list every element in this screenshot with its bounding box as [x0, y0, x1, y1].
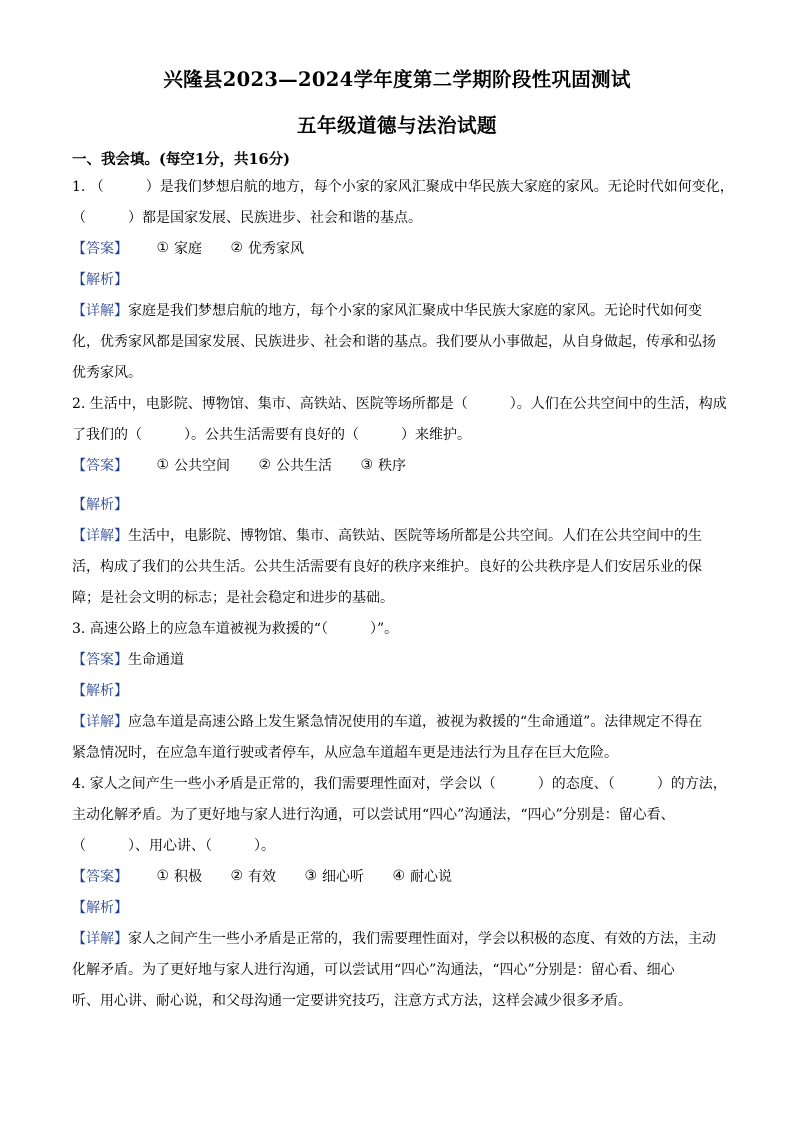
exam-title: 兴隆县2023—2024学年度第二学期阶段性巩固测试: [163, 68, 631, 91]
detail-text: 听、用心讲、耐心说，和父母沟通一定要讲究技巧，注意方式方法，这样会减少很多矛盾。: [72, 993, 632, 1009]
detail-text: 优秀家风。: [72, 365, 142, 381]
answer-label: 【答案】: [72, 241, 128, 257]
answer-text: 耐心说: [410, 869, 453, 885]
analysis-label: 【解析】: [72, 497, 128, 513]
detail-label: 【详解】: [72, 931, 128, 947]
question-stem: 4. 家人之间产生一些小矛盾是正常的，我们需要理性面对，学会以（ ）的态度、（ ）的方法，: [72, 776, 727, 792]
detail-text: 化，优秀家风都是国家发展、民族进步、社会和谐的基点。我们要从小事做起，从自身做起，传承和弘扬: [72, 334, 716, 350]
question-3: [72, 614, 734, 769]
answer-item: [304, 862, 364, 893]
exam-subtitle: 五年级道德与法治试题: [296, 114, 497, 137]
question-stem: （ ）、用心讲、（ ）。: [72, 838, 275, 854]
circled-number: ②: [230, 868, 244, 884]
answer-item: [230, 862, 276, 893]
answer-text: 家庭: [174, 241, 203, 257]
answer-text: 积极: [174, 869, 203, 885]
exam-content: [72, 148, 734, 1017]
answer-label: 【答案】: [72, 652, 128, 668]
answer-text: 优秀家风: [248, 241, 305, 257]
detail-text: 【详解】家人之间产生一些小矛盾是正常的，我们需要理性面对，学会以积极的态度、有效的方法，主动: [72, 931, 716, 947]
question-1: [72, 172, 734, 389]
answer-item: [230, 234, 304, 265]
question-stem: 2. 生活中，电影院、博物馆、集市、高铁站、医院等场所都是（ ）。人们在公共空间中的生活，构成: [72, 396, 727, 412]
circled-number: ④: [392, 868, 406, 884]
circled-number: ②: [258, 457, 272, 473]
answer-label: 【答案】: [72, 869, 128, 885]
circled-number: ②: [230, 240, 244, 256]
answer-text: 生命通道: [128, 652, 184, 668]
answer-item: [156, 234, 202, 265]
answer-item: [360, 451, 406, 482]
question-stem: 主动化解矛盾。为了更好地与家人进行沟通，可以尝试用“四心”沟通法，“四心”分别是：留心看、: [72, 807, 675, 823]
section-heading: 一、我会填。(每空1分，共16分): [72, 151, 290, 168]
question-stem: （ ）都是国家发展、民族进步、社会和谐的基点。: [72, 210, 422, 226]
detail-label: 【详解】: [72, 303, 128, 319]
analysis-label: 【解析】: [72, 683, 128, 699]
detail-text: 化解矛盾。为了更好地与家人进行沟通，可以尝试用“四心”沟通法，“四心”分别是：留心看、细心: [72, 962, 675, 978]
detail-text: 【详解】家庭是我们梦想启航的地方，每个小家的家风汇聚成中华民族大家庭的家风。无论时代如何变: [72, 303, 702, 319]
answer-text: 秩序: [378, 458, 407, 474]
detail-label: 【详解】: [72, 714, 128, 730]
question-4: [72, 769, 734, 1017]
answer-row: [72, 234, 734, 265]
answer-label: 【答案】: [72, 458, 128, 474]
circled-number: ①: [156, 868, 170, 884]
answer-item: [393, 862, 453, 893]
analysis-label: 【解析】: [72, 272, 128, 288]
question-stem: 1. （ ）是我们梦想启航的地方，每个小家的家风汇聚成中华民族大家庭的家风。无论时代如何变化，: [72, 179, 734, 195]
circled-number: ①: [156, 240, 170, 256]
detail-text: 活，构成了我们的公共生活。公共生活需要有良好的秩序来维护。良好的公共秩序是人们安居乐业的保: [72, 559, 702, 575]
answer-item: [258, 451, 332, 482]
answer-item: [156, 862, 202, 893]
question-2: [72, 389, 734, 614]
detail-label: 【详解】: [72, 528, 128, 544]
detail-text: 【详解】生活中，电影院、博物馆、集市、高铁站、医院等场所都是公共空间。人们在公共空间中的生: [72, 528, 702, 544]
answer-row: [72, 451, 734, 482]
detail-text: 紧急情况时，在应急车道行驶或者停车，从应急车道超车更是违法行为且存在巨大危险。: [72, 745, 618, 761]
question-stem: 3. 高速公路上的应急车道被视为救援的“（ ）”。: [72, 621, 399, 637]
circled-number: ③: [360, 457, 374, 473]
answer-item: [156, 451, 230, 482]
circled-number: ③: [304, 868, 318, 884]
answer-text: 细心听: [322, 869, 365, 885]
question-stem: 了我们的（ ）。公共生活需要有良好的（ ）来维护。: [72, 427, 471, 443]
detail-text: 障；是社会文明的标志；是社会稳定和进步的基础。: [72, 590, 394, 606]
answer-text: 有效: [248, 869, 277, 885]
circled-number: ①: [156, 457, 170, 473]
answer-row: [72, 862, 734, 893]
detail-text: 【详解】应急车道是高速公路上发生紧急情况使用的车道，被视为救援的“生命通道”。法律规定不得在: [72, 714, 703, 730]
analysis-label: 【解析】: [72, 900, 128, 916]
answer-text: 公共空间: [174, 458, 231, 474]
answer-text: 公共生活: [276, 458, 333, 474]
answer-row: [72, 645, 734, 676]
